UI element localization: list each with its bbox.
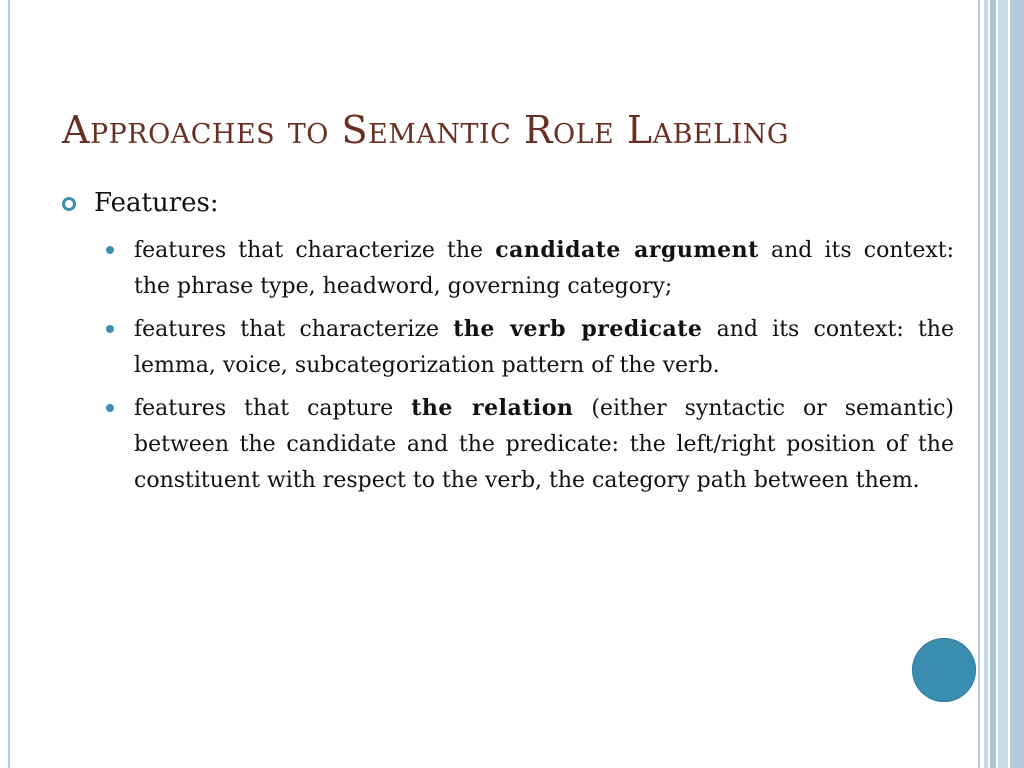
bullet-text: and its context: the lemma, voice, subcategorization pattern of the verb. (134, 317, 954, 378)
bullet-text: features that capture (134, 396, 412, 421)
ring-bullet-icon (62, 197, 76, 211)
right-stripe (978, 0, 980, 768)
bullet-text: features that characterize the (134, 238, 496, 263)
bullet-item (62, 311, 954, 384)
bullet-bold-text: candidate argument (495, 237, 759, 263)
bullet-item (62, 390, 954, 499)
decorative-circle (912, 638, 976, 702)
right-stripe (984, 0, 988, 768)
left-border-line (8, 0, 10, 768)
bullet-bold-text: the relation (411, 395, 574, 421)
right-stripe (998, 0, 1008, 768)
dot-bullet-icon (106, 325, 114, 333)
bullet-text: features that characterize (134, 317, 454, 342)
dot-bullet-icon (106, 404, 114, 412)
dot-bullet-icon (106, 246, 114, 254)
bullet-item (62, 232, 954, 305)
bullet-text: (either syntactic or semantic) between the candidate and the predicate: the left/right position of the constituent with respect to the verb, the category path between them. (134, 396, 954, 493)
bullet-text: and its context: the phrase type, headword, governing category; (134, 238, 955, 299)
right-stripe (990, 0, 996, 768)
bullet-heading: Features: (94, 188, 219, 218)
bullet-bold-text: the verb predicate (453, 316, 703, 342)
slide-title: Approaches to Semantic Role Labeling (62, 108, 789, 152)
right-stripe (1010, 0, 1024, 768)
slide-body (62, 188, 954, 505)
bullet-level1 (62, 188, 954, 218)
